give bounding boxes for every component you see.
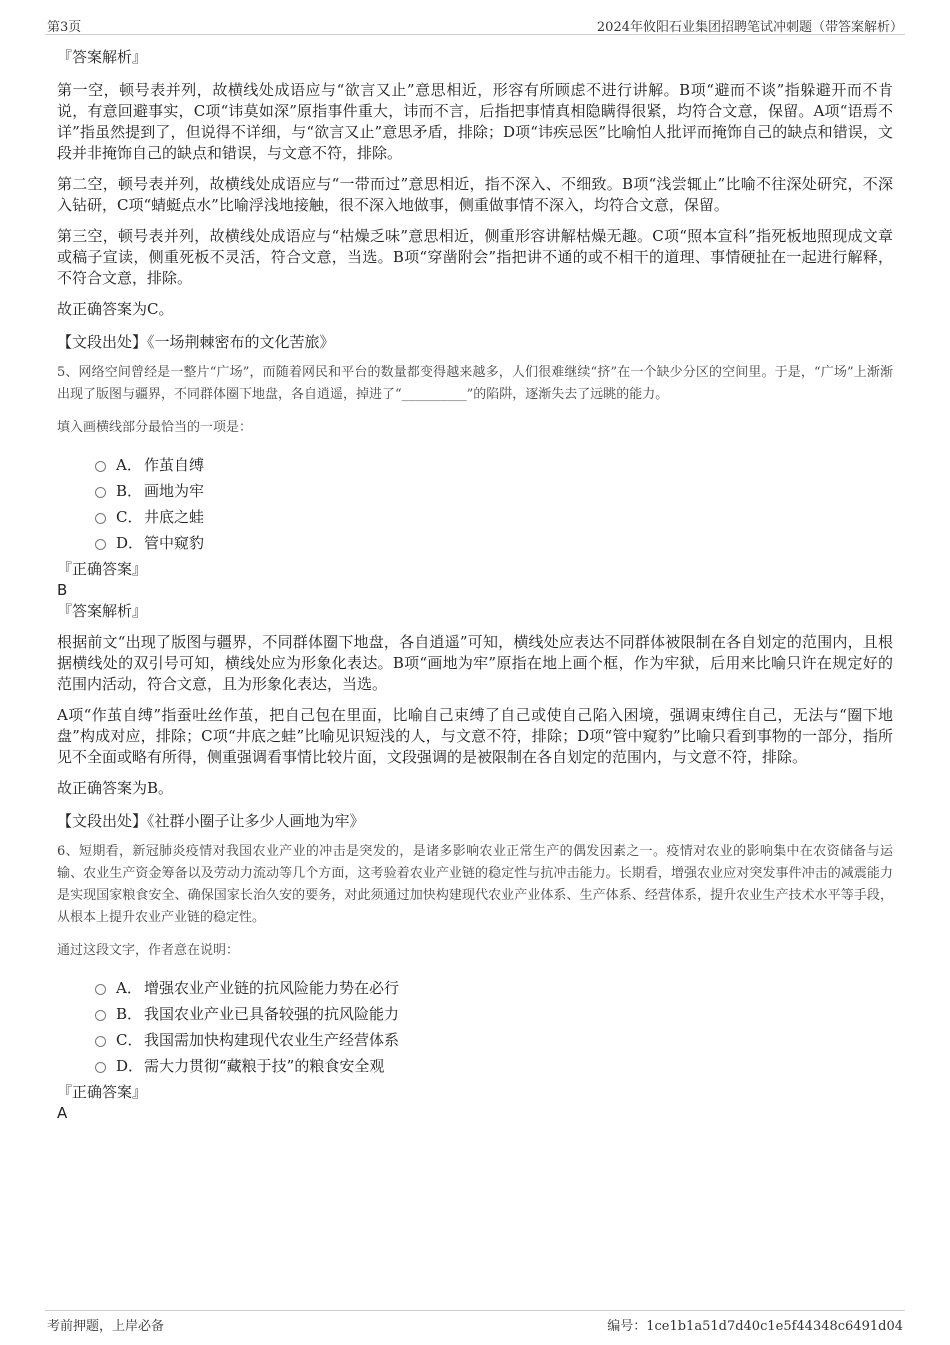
answer-value: B — [57, 581, 68, 599]
radio-icon[interactable] — [95, 539, 106, 550]
answer-label: 『正确答案』 — [57, 560, 148, 578]
analysis-paragraph: 第二空，顿号表并列，故横线处成语应与“一带而过”意思相近，指不深入、不细致。B项“浅尝辄止”比喻不往深处研究，不深入钻研，C项“蜻蜓点水”比喻浮浅地接触，很不深入地做事，侧重做事情不深入，均符合文意，保留。 — [57, 175, 893, 214]
analysis-paragraph: 第三空，顿号表并列，故横线处成语应与“枯燥乏味”意思相近，侧重形容讲解枯燥无趣。C项“照本宣科”指死板地照现成文章或稿子宣读，侧重死板不灵活，符合文意，当选。B项“穿凿附会”指把讲不通的或不相干的道理、事情硬扯在一起进行解释，不符合文意，排除。 — [57, 227, 893, 287]
question-5-options — [57, 452, 893, 556]
question-5-prompt: 填入画横线部分最恰当的一项是： — [57, 420, 253, 435]
radio-icon[interactable] — [95, 1036, 106, 1047]
option-c[interactable]: C． 井底之蛙 — [95, 504, 893, 530]
analysis-paragraph: 根据前文“出现了版图与疆界，不同群体圈下地盘，各自逍遥”可知，横线处应表达不同群体被限制在各自划定的范围内，且根据横线处的双引号可知，横线处应为形象化表达。B项“画地为牢”原指在地上画个框，作为牢狱，后用来比喻只许在规定好的范围内活动，符合文意，且为形象化表达，当选。 — [57, 633, 893, 693]
source-citation: 【文段出处】《社群小圈子让多少人画地为牢》 — [57, 812, 365, 830]
radio-icon[interactable] — [95, 984, 106, 995]
option-b[interactable]: B． 画地为牢 — [95, 478, 893, 504]
option-b[interactable]: B． 我国农业产业已具备较强的抗风险能力 — [95, 1001, 893, 1027]
analysis-paragraph: 第一空，顿号表并列，故横线处成语应与“欲言又止”意思相近，形容有所顾虑不进行讲解。B项“避而不谈”指躲避开而不肯说，有意回避事实，C项“讳莫如深”原指事件重大，讳而不言，后指把事情真相隐瞒得很紧，均符合文意，保留。A项“语焉不详”指虽然提到了，但说得不详细，与“欲言又止”意思矛盾，排除；D项“讳疾忌医”比喻怕人批评而掩饰自己的缺点和错误，文段并非掩饰自己的缺点和错误，与文意不符，排除。 — [57, 81, 893, 162]
radio-icon[interactable] — [95, 461, 106, 472]
question-6-prompt: 通过这段文字，作者意在说明： — [57, 943, 240, 958]
answer-value: A — [57, 1104, 68, 1122]
radio-icon[interactable] — [95, 513, 106, 524]
page-content — [57, 44, 893, 1123]
analysis-label: 『答案解析』 — [57, 602, 148, 620]
page-number: 第3页 — [47, 20, 82, 35]
option-c[interactable]: C． 我国需加快构建现代农业生产经营体系 — [95, 1027, 893, 1053]
radio-icon[interactable] — [95, 1010, 106, 1021]
option-a[interactable]: A． 作茧自缚 — [95, 452, 893, 478]
question-6-options — [57, 975, 893, 1079]
page-header — [45, 14, 905, 35]
radio-icon[interactable] — [95, 1062, 106, 1073]
page-footer — [45, 1310, 905, 1335]
document-id: 编号：1ce1b1a51d7d40c1e5f44348c6491d04 — [607, 1319, 903, 1334]
question-5-text: 5、网络空间曾经是一整片“广场”，而随着网民和平台的数量都变得越来越多，人们很难继续“挤”在一个缺少分区的空间里。于是，“广场”上渐渐出现了版图与疆界，不同群体圈下地盘，各自逍遥，掉进了“__________”的陷阱，逐渐失去了远眺的能力。 — [57, 365, 893, 402]
conclusion: 故正确答案为C。 — [57, 300, 174, 318]
answer-label: 『正确答案』 — [57, 1083, 148, 1101]
conclusion: 故正确答案为B。 — [57, 779, 174, 797]
radio-icon[interactable] — [95, 487, 106, 498]
option-d[interactable]: D． 管中窥豹 — [95, 530, 893, 556]
document-title: 2024年攸阳石业集团招聘笔试冲刺题（带答案解析） — [596, 20, 903, 35]
option-d[interactable]: D． 需大力贯彻“藏粮于技”的粮食安全观 — [95, 1053, 893, 1079]
analysis-paragraph: A项“作茧自缚”指蚕吐丝作茧，把自己包在里面，比喻自己束缚了自己或使自己陷入困境，强调束缚住自己，无法与“圈下地盘”构成对应，排除；C项“井底之蛙”比喻见识短浅的人，与文意不符，排除；D项“管中窥豹”比喻只看到事物的一部分，指所见不全面或略有所得，侧重强调看事情比较片面，文段强调的是被限制在各自划定的范围内，与文意不符，排除。 — [57, 706, 893, 766]
option-a[interactable]: A． 增强农业产业链的抗风险能力势在必行 — [95, 975, 893, 1001]
analysis-label: 『答案解析』 — [57, 48, 148, 66]
footer-slogan: 考前押题，上岸必备 — [47, 1319, 165, 1334]
question-6-text: 6、短期看，新冠肺炎疫情对我国农业产业的冲击是突发的，是诸多影响农业正常生产的偶发因素之一。疫情对农业的影响集中在农资储备与运输、农业生产资金筹备以及劳动力流动等几个方面，这考验着农业产业链的稳定性与抗冲击能力。长期看，增强农业应对突发事件冲击的减震能力是实现国家粮食安全、确保国家长治久安的要务，对此须通过加快构建现代农业产业体系、生产体系、经营体系，提升农业生产技术水平等手段，从根本上提升农业产业链的稳定性。 — [57, 844, 893, 925]
source-citation: 【文段出处】《一场荆棘密布的文化苦旅》 — [57, 333, 335, 351]
